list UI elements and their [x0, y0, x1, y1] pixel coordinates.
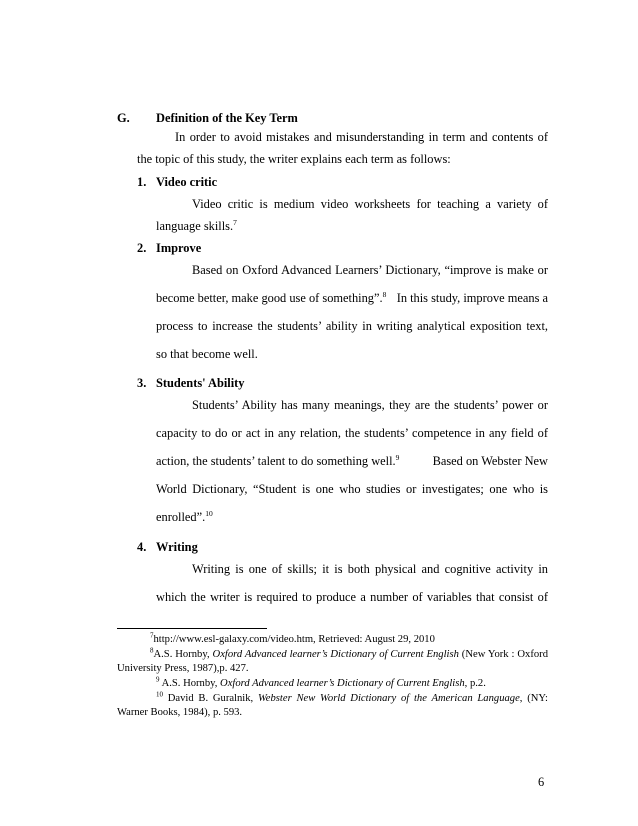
term-3-title: Students' Ability — [156, 376, 245, 390]
footnote-8-line-1: $^8$A.S. Hornby, Oxford Advanced learner’s Dictionary of Current English (New York : Oxford — [150, 646, 548, 660]
term-1-line-1: Video critic is medium video worksheets for teaching a variety of — [192, 197, 548, 211]
term-3-line-4: World Dictionary, “Student is one who studies or investigates; one who is — [156, 482, 548, 496]
term-3-line-1: Students’ Ability has many meanings, they are the students’ power or — [192, 398, 548, 412]
footnote-10-line-1: $^{10}$ David B. Guralnik, Webster New World Dictionary of the American Language, (NY: — [156, 690, 549, 704]
term-2-line-2: become better, make good use of something”.$^8$ In this study, improve means a — [156, 289, 548, 305]
section-letter: G. — [117, 111, 130, 125]
footnote-10-line-2: Warner Books, 1984), p. 593. — [117, 707, 243, 718]
section-title: Definition of the Key Term — [156, 111, 298, 125]
term-2-number: 2. — [137, 241, 147, 255]
term-4-title: Writing — [156, 540, 198, 554]
term-3-line-3: action, the students’ talent to do something well.$^9$ Based on Webster New — [156, 452, 548, 468]
term-2-line-4: so that become well. — [156, 347, 258, 361]
term-1-number: 1. — [137, 175, 147, 189]
footnote-ref-10: 10 — [205, 508, 213, 518]
footnote-ref-7: 7 — [233, 217, 237, 227]
term-2-line-3: process to increase the students’ ability in writing analytical exposition text, — [156, 319, 548, 333]
footnote-8-line-2: University Press, 1987),p. 427. — [117, 663, 249, 674]
term-2-line-1: Based on Oxford Advanced Learners’ Dictionary, “improve is make or — [192, 263, 548, 277]
term-4-line-1: Writing is one of skills; it is both physical and cognitive activity in — [192, 562, 548, 576]
term-1-title: Video critic — [156, 175, 218, 189]
footnote-ref-9: 9 — [395, 452, 400, 462]
term-4-line-2: which the writer is required to produce a number of variables that consist of — [156, 590, 548, 604]
intro-line-1: In order to avoid mistakes and misunderstanding in term and contents of — [175, 130, 548, 144]
term-3-line-2: capacity to do or act in any relation, the students’ competence in any field of — [156, 426, 548, 440]
term-1-line-2: language skills.$^7$ — [156, 217, 237, 233]
footnote-7: $^7$http://www.esl-galaxy.com/video.htm, Retrieved: August 29, 2010 — [150, 631, 435, 645]
footnote-9: $^9$ A.S. Hornby, Oxford Advanced learner’s Dictionary of Current English, p.2. — [156, 675, 486, 689]
page-number: 6 — [538, 775, 545, 789]
term-2-title: Improve — [156, 241, 202, 255]
term-3-line-5: enrolled”.$^{10}$ — [156, 508, 213, 524]
footnote-separator — [117, 628, 267, 629]
term-3-number: 3. — [137, 376, 147, 390]
intro-line-2: the topic of this study, the writer explains each term as follows: — [137, 152, 451, 166]
term-4-number: 4. — [137, 540, 147, 554]
footnote-ref-8: 8 — [382, 289, 387, 299]
